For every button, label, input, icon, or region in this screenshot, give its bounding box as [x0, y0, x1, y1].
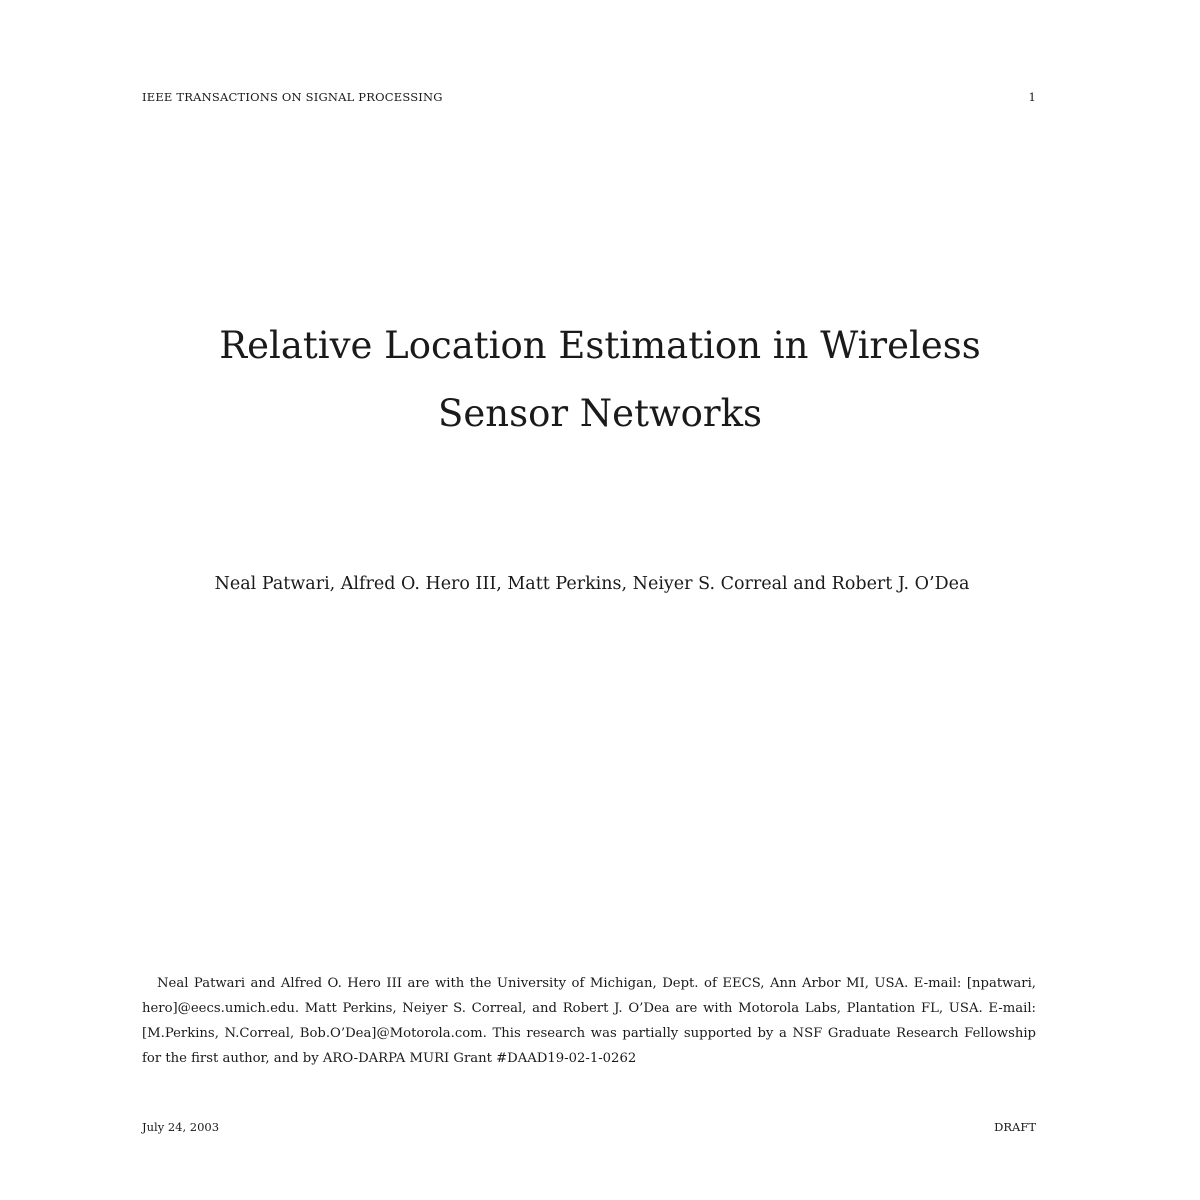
page-footer	[142, 1120, 1036, 1136]
paper-title	[100, 312, 1100, 448]
draft-label: DRAFT	[994, 1120, 1036, 1134]
title-line-1: Relative Location Estimation in Wireless	[219, 324, 981, 367]
affiliation-footnote	[142, 971, 1036, 1071]
footnote-text: Neal Patwari and Alfred O. Hero III are with the University of Michigan, Dept. of EECS, Ann Arbor MI, USA. E-mail: [npatwari, hero]@eecs.umich.edu. Matt Perkins, Neiyer S. Correal, and Robert J. O’Dea are with Motorola Labs, Plantation FL, USA. E-mail: [M.Perkins, N.Correal, Bob.O’Dea]@Motorola.com. This research was partially supported by a NSF Graduate Research Fellowship for the first author, and by ARO-DARPA MURI Grant #DAAD19-02-1-0262	[142, 976, 1036, 1066]
title-line-2: Sensor Networks	[438, 392, 762, 435]
draft-date: July 24, 2003	[142, 1120, 220, 1134]
journal-name: IEEE TRANSACTIONS ON SIGNAL PROCESSING	[142, 90, 443, 104]
page-number: 1	[1028, 90, 1036, 104]
running-head	[142, 90, 1036, 106]
author-list: Neal Patwari, Alfred O. Hero III, Matt Perkins, Neiyer S. Correal and Robert J. O’Dea	[214, 574, 970, 594]
